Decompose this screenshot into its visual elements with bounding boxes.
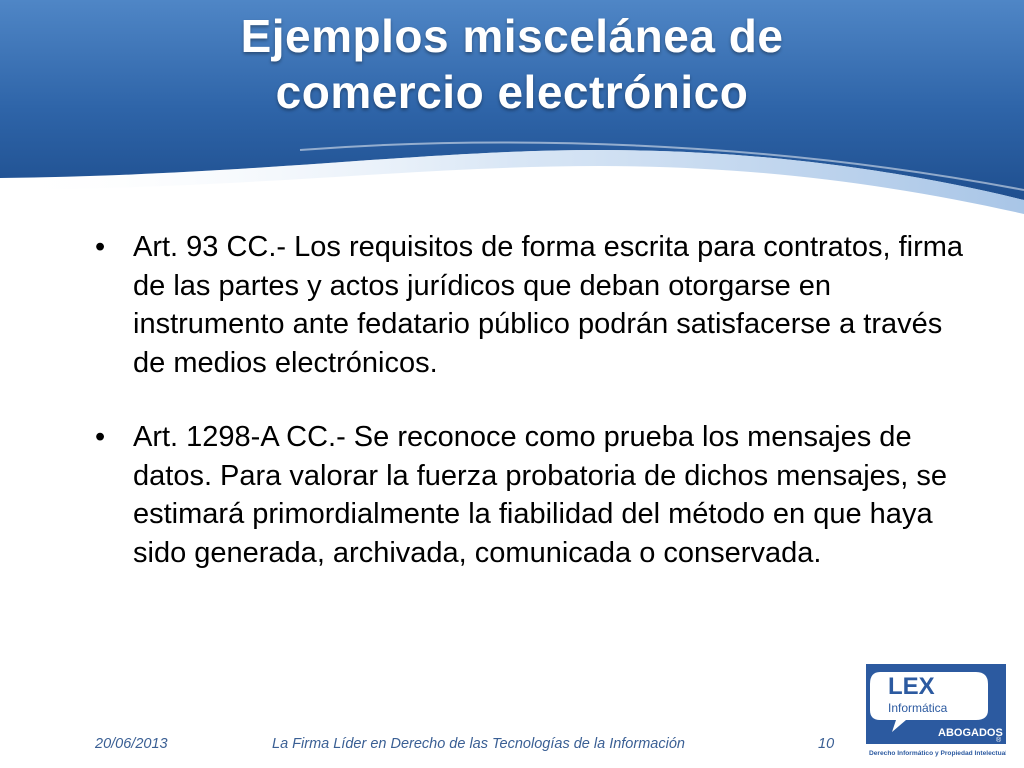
bullet-marker: • [95, 231, 106, 263]
bullet-text: Art. 93 CC.- Los requisitos de forma escrita para contratos, firma de las partes y actos jurídicos que deban otorgarse en instrumento ante fedatario público podrán satisfacerse a través de medios electrónicos. [133, 231, 964, 379]
logo-firm-text: ABOGADOS [938, 727, 1003, 739]
bullet-list [95, 228, 975, 608]
logo-subtitle-text: Informática [888, 701, 948, 715]
footer-tagline: La Firma Líder en Derecho de las Tecnologías de la Información [272, 736, 685, 752]
title-line-2: comercio electrónico [275, 66, 749, 118]
lex-logo [866, 664, 1006, 760]
bullet-marker: • [95, 421, 106, 453]
title-line-1: Ejemplos miscelánea de [240, 10, 784, 62]
logo-brand-text: LEX [888, 673, 935, 700]
slide-header [0, 0, 1024, 220]
bullet-item [95, 418, 975, 572]
logo-graphic [866, 664, 1006, 760]
page-number: 10 [818, 736, 835, 752]
logo-registered-mark: ® [996, 737, 1002, 744]
footer-date: 20/06/2013 [95, 736, 168, 752]
logo-slogan-text: Derecho Informático y Propiedad Intelectual [869, 750, 1006, 757]
bullet-text: Art. 1298-A CC.- Se reconoce como prueba los mensajes de datos. Para valorar la fuerza probatoria de dichos mensajes, se estimará primordialmente la fiabilidad del método en que haya sido generada, archivada, comunicada o conservada. [133, 421, 948, 569]
bullet-item [95, 228, 975, 382]
slide-title [0, 8, 1024, 120]
